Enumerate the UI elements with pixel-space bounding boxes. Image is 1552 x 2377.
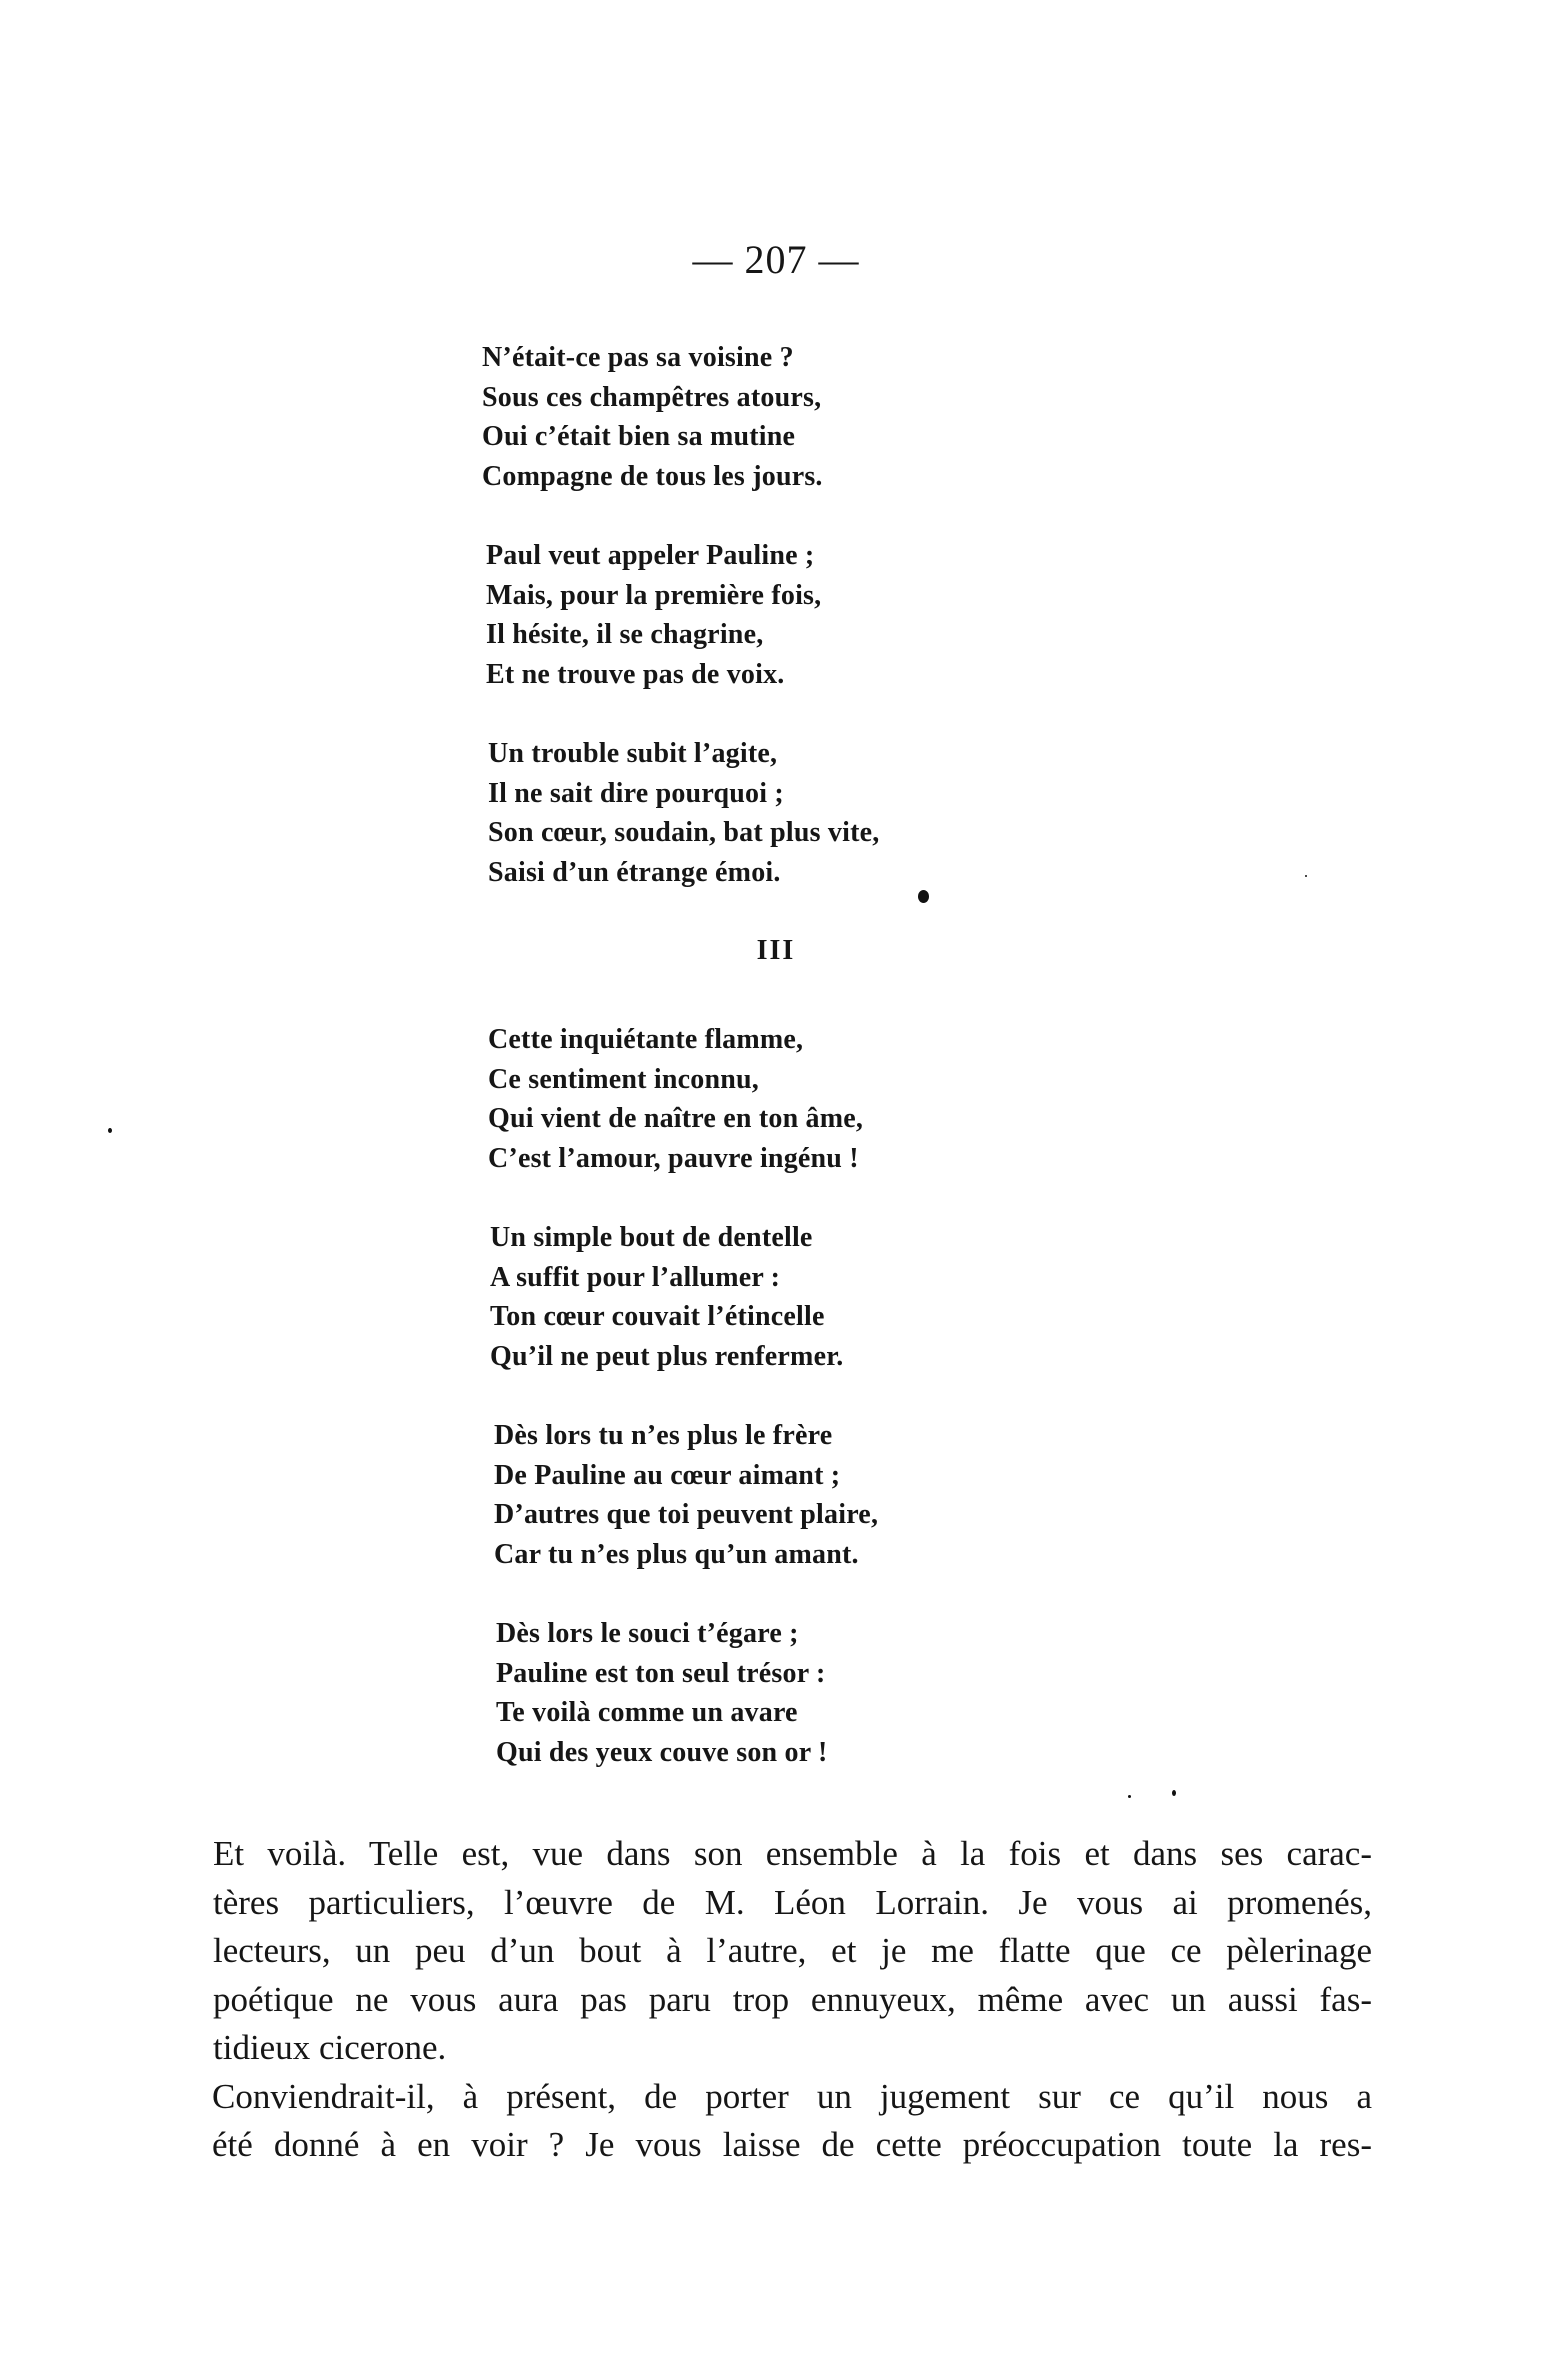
verse-line: Saisi d’un étrange émoi. [488, 856, 781, 888]
verse-line: Un trouble subit l’agite, [488, 738, 778, 769]
verse-line: Qui vient de naître en ton âme, [488, 1103, 864, 1134]
poem-part-b [488, 1020, 1008, 1772]
page-number: — 207 — [692, 237, 860, 282]
ink-speck [108, 1128, 112, 1133]
prose-line: poétique ne vous aura pas paru trop ennuyeux, même avec un aussi fas- [213, 1979, 1372, 2019]
verse-line: Oui c’était bien sa mutine [482, 421, 796, 452]
verse-line: Dès lors tu n’es plus le frère [494, 1420, 833, 1451]
ink-speck [1305, 875, 1307, 877]
verse-line: Un simple bout de dentelle [490, 1222, 813, 1253]
verse-line: Ton cœur couvait l’étincelle [490, 1301, 825, 1332]
verse-line: Son cœur, soudain, bat plus vite, [488, 817, 880, 848]
prose-line: lecteurs, un peu d’un bout à l’autre, et je me flatte que ce pèlerinage [213, 1931, 1372, 1970]
verse-line: Pauline est ton seul trésor : [496, 1657, 826, 1689]
verse-line: N’était-ce pas sa voisine ? [482, 342, 794, 373]
prose-line: Conviendrait-il, à présent, de porter un jugement sur ce qu’il nous a [212, 2076, 1372, 2116]
verse-line: Qu’il ne peut plus renfermer. [490, 1340, 844, 1372]
verse-line: De Pauline au cœur aimant ; [494, 1459, 841, 1491]
prose-line: Et voilà. Telle est, vue dans son ensemble à la fois et dans ses carac- [213, 1834, 1372, 1873]
verse-line: D’autres que toi peuvent plaire, [494, 1499, 879, 1530]
verse-line: Et ne trouve pas de voix. [486, 658, 785, 690]
verse-line: Il hésite, il se chagrine, [486, 619, 764, 650]
prose-line: été donné à en voir ? Je vous laisse de cette préoccupation toute la res- [212, 2125, 1372, 2164]
verse-line: Paul veut appeler Pauline ; [486, 540, 815, 571]
verse-line: Mais, pour la première fois, [486, 579, 822, 611]
ink-speck [918, 890, 929, 903]
verse-line: Dès lors le souci t’égare ; [496, 1618, 799, 1649]
verse-line: Ce sentiment inconnu, [488, 1063, 759, 1095]
verse-line: Cette inquiétante flamme, [488, 1024, 804, 1055]
stanza [488, 1020, 1008, 1178]
stanza [488, 1218, 1008, 1376]
paragraph [212, 2073, 1372, 2170]
ink-speck [1172, 1790, 1176, 1796]
stanza [482, 338, 1002, 496]
paragraph [212, 1830, 1372, 2073]
stanza [488, 1614, 1008, 1772]
prose-text [212, 1830, 1372, 2170]
verse-line: Compagne de tous les jours. [482, 460, 823, 492]
verse-line: Il ne sait dire pourquoi ; [488, 777, 784, 809]
stanza [482, 536, 1002, 694]
poem-part-a [482, 338, 1002, 892]
prose-line: tidieux cicerone. [213, 2028, 447, 2067]
prose-line: tères particuliers, l’œuvre de M. Léon Lorrain. Je vous ai promenés, [213, 1882, 1372, 1922]
ink-speck [1128, 1795, 1131, 1798]
stanza [488, 1416, 1008, 1574]
verse-line: C’est l’amour, pauvre ingénu ! [488, 1142, 859, 1174]
verse-line: Sous ces champêtres atours, [482, 381, 822, 413]
verse-line: Car tu n’es plus qu’un amant. [494, 1538, 859, 1570]
stanza [482, 734, 1002, 892]
verse-line: Te voilà comme un avare [496, 1697, 798, 1728]
section-numeral: III [756, 935, 796, 966]
verse-line: A suffit pour l’allumer : [490, 1261, 781, 1293]
verse-line: Qui des yeux couve son or ! [496, 1736, 828, 1768]
